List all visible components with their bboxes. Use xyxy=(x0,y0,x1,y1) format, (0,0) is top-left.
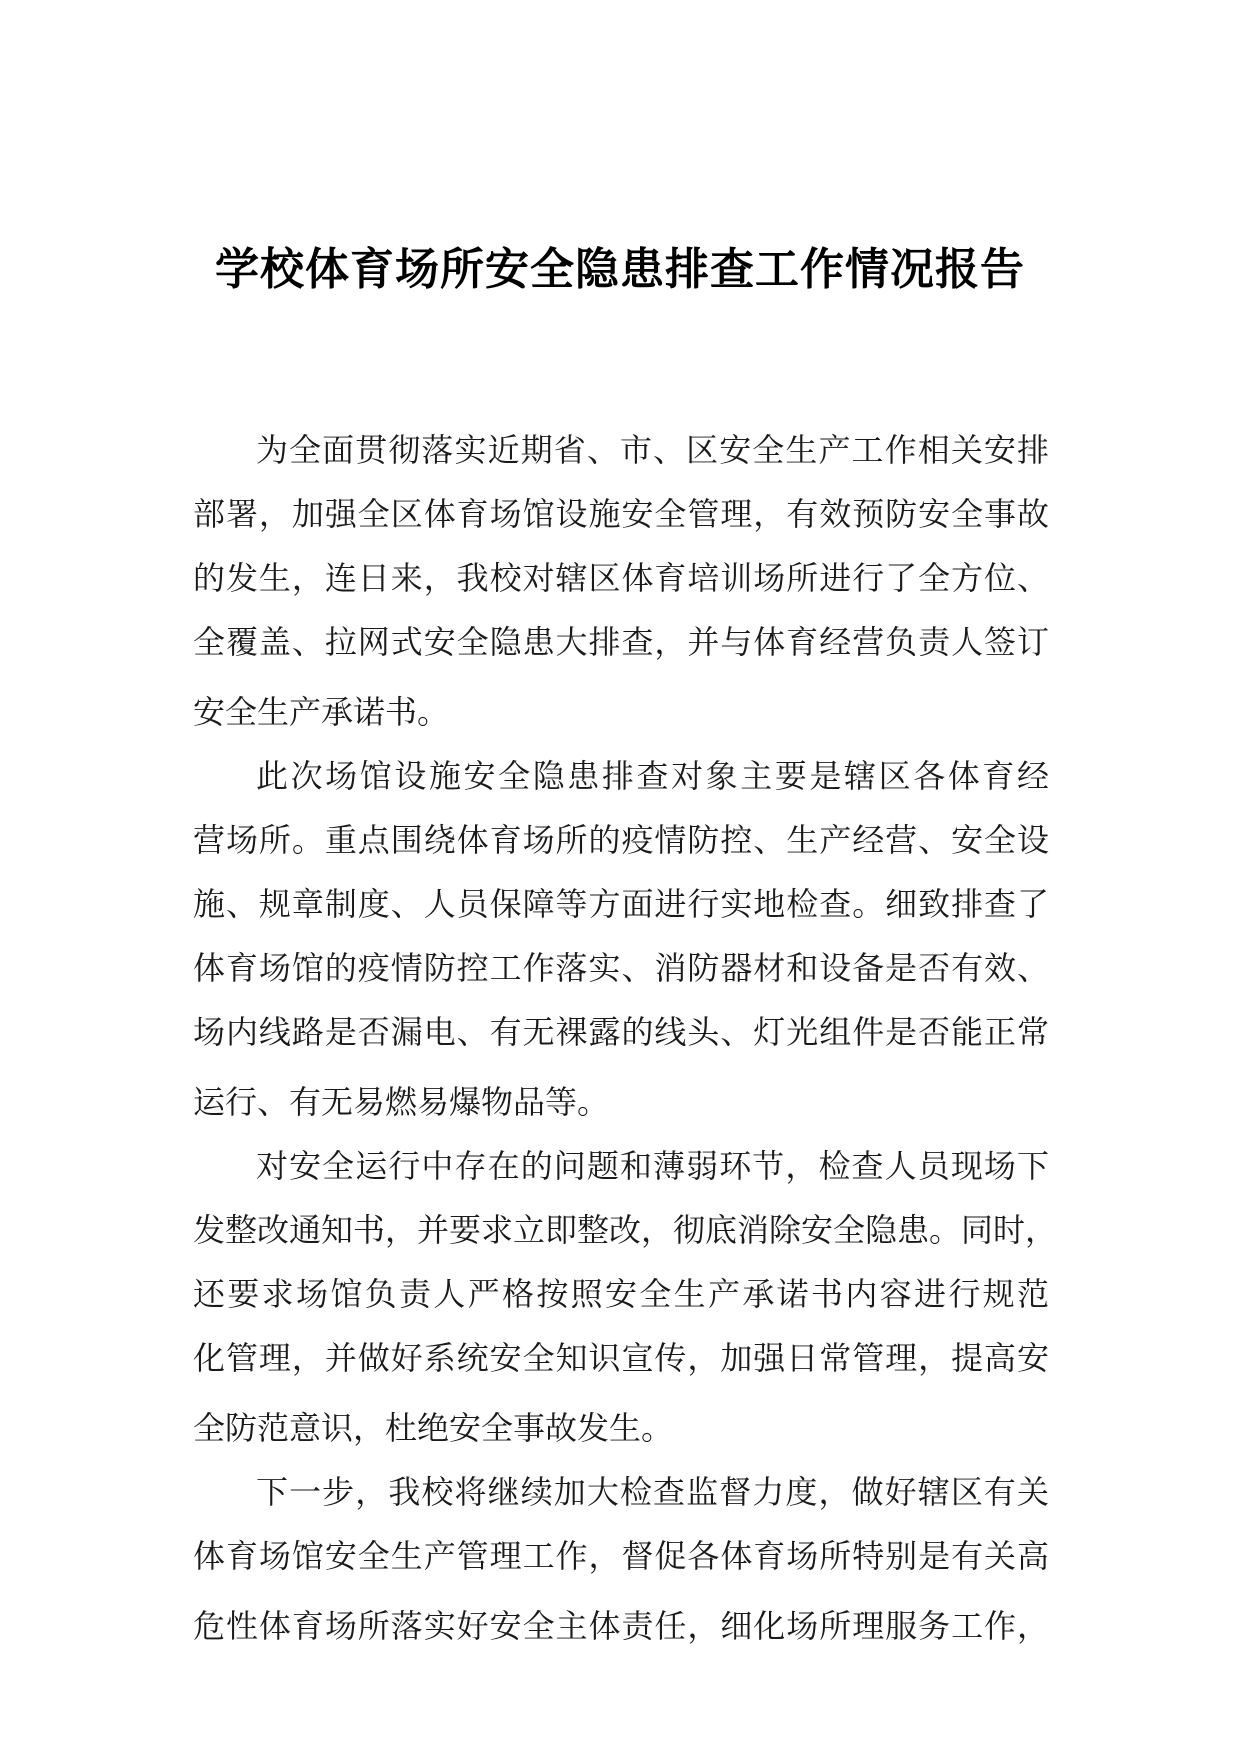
paragraph-3-line-5: 全防范意识，杜绝安全事故发生。 xyxy=(193,1409,674,1447)
paragraph-1-line-5: 安全生产承诺书。 xyxy=(193,693,450,731)
paragraph-1-line-3: 的发生，连日来，我校对辖区体育培训场所进行了全方位、 xyxy=(193,559,1049,597)
paragraph-1-line-2: 部署，加强全区体育场馆设施安全管理，有效预防安全事故 xyxy=(193,495,1049,533)
paragraph-2-line-5: 场内线路是否漏电、有无裸露的线头、灯光组件是否能正常 xyxy=(193,1013,1049,1051)
paragraph-4-line-1: 下一步，我校将继续加大检查监督力度，做好辖区有关 xyxy=(256,1473,1049,1511)
paragraph-2-line-2: 营场所。重点围绕体育场所的疫情防控、生产经营、安全设 xyxy=(193,821,1049,859)
paragraph-3-line-1: 对安全运行中存在的问题和薄弱环节，检查人员现场下 xyxy=(256,1147,1049,1185)
paragraph-4-line-3: 危性体育场所落实好安全主体责任，细化场所理服务工作， xyxy=(193,1607,1049,1645)
paragraph-2-line-4: 体育场馆的疫情防控工作落实、消防器材和设备是否有效、 xyxy=(193,949,1049,987)
paragraph-1-line-4: 全覆盖、拉网式安全隐患大排查，并与体育经营负责人签订 xyxy=(193,623,1049,661)
paragraph-1-line-1: 为全面贯彻落实近期省、市、区安全生产工作相关安排 xyxy=(256,431,1049,469)
paragraph-3-line-2: 发整改通知书，并要求立即整改，彻底消除安全隐患。同时， xyxy=(193,1211,1058,1249)
paragraph-2-line-3: 施、规章制度、人员保障等方面进行实地检查。细致排查了 xyxy=(193,885,1049,923)
paragraph-4-line-2: 体育场馆安全生产管理工作，督促各体育场所特别是有关高 xyxy=(193,1537,1049,1575)
paragraph-3-line-4: 化管理，并做好系统安全知识宣传，加强日常管理，提高安 xyxy=(193,1339,1049,1377)
paragraph-3-line-3: 还要求场馆负责人严格按照安全生产承诺书内容进行规范 xyxy=(193,1275,1049,1313)
document-title: 学校体育场所安全隐患排查工作情况报告 xyxy=(215,244,1025,295)
paragraph-2-line-1: 此次场馆设施安全隐患排查对象主要是辖区各体育经 xyxy=(256,757,1049,795)
paragraph-2-line-6: 运行、有无易燃易爆物品等。 xyxy=(193,1083,610,1121)
